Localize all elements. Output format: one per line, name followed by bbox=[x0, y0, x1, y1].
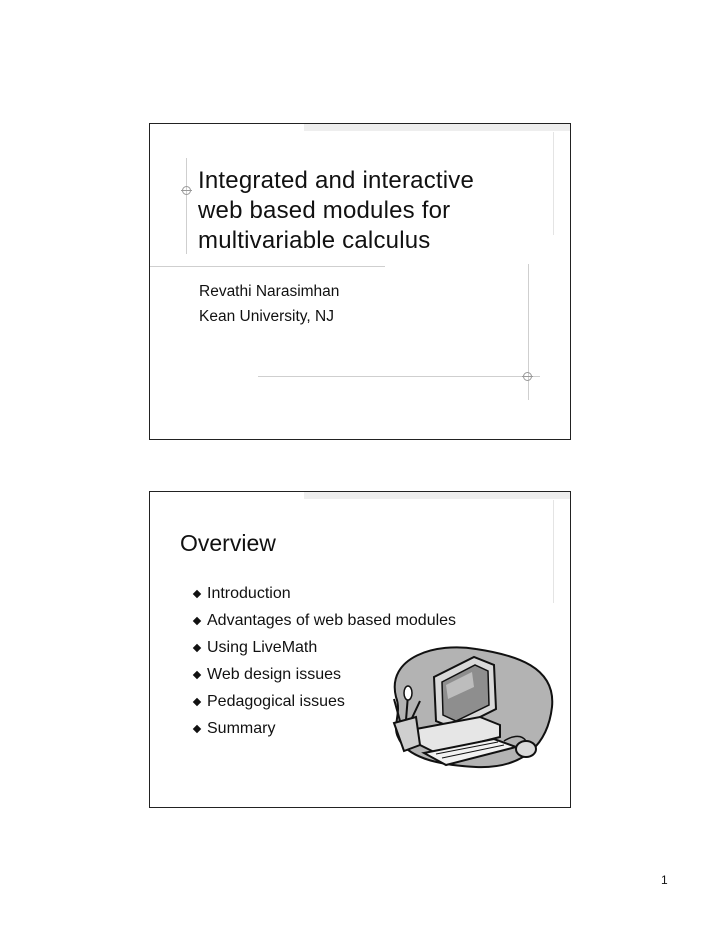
list-item-label: Pedagogical issues bbox=[207, 693, 345, 710]
computer-clipart-icon bbox=[376, 637, 562, 775]
diamond-bullet-icon bbox=[193, 616, 201, 624]
slide-title-text bbox=[198, 166, 474, 256]
title-line: web based modules for bbox=[198, 197, 451, 224]
list-item bbox=[192, 580, 456, 607]
page-number: 1 bbox=[661, 873, 668, 887]
decor-line bbox=[150, 266, 385, 267]
list-item bbox=[192, 607, 456, 634]
slide-heading: Overview bbox=[180, 530, 276, 556]
slide-header-shade bbox=[304, 124, 570, 131]
list-item-label: Advantages of web based modules bbox=[207, 612, 457, 629]
crosshair-icon bbox=[181, 185, 192, 196]
diamond-bullet-icon bbox=[193, 589, 201, 597]
decor-line bbox=[553, 132, 554, 235]
title-line: multivariable calculus bbox=[198, 227, 431, 254]
list-item-label: Web design issues bbox=[207, 666, 341, 683]
slide-subtitle bbox=[199, 279, 339, 329]
crosshair-icon bbox=[522, 371, 533, 382]
decor-line bbox=[553, 500, 554, 603]
diamond-bullet-icon bbox=[193, 643, 201, 651]
list-item-label: Introduction bbox=[207, 585, 291, 602]
title-line: Integrated and interactive bbox=[198, 167, 475, 194]
decor-line bbox=[186, 158, 187, 254]
list-item-label: Summary bbox=[207, 720, 276, 737]
slide-title bbox=[149, 123, 571, 440]
decor-line bbox=[258, 376, 540, 377]
diamond-bullet-icon bbox=[193, 724, 201, 732]
diamond-bullet-icon bbox=[193, 697, 201, 705]
author-affiliation: Kean University, NJ bbox=[199, 308, 334, 325]
author-name: Revathi Narasimhan bbox=[199, 283, 340, 300]
diamond-bullet-icon bbox=[193, 670, 201, 678]
slide-overview bbox=[149, 491, 571, 808]
slide-header-shade bbox=[304, 492, 570, 499]
list-item-label: Using LiveMath bbox=[207, 639, 318, 656]
